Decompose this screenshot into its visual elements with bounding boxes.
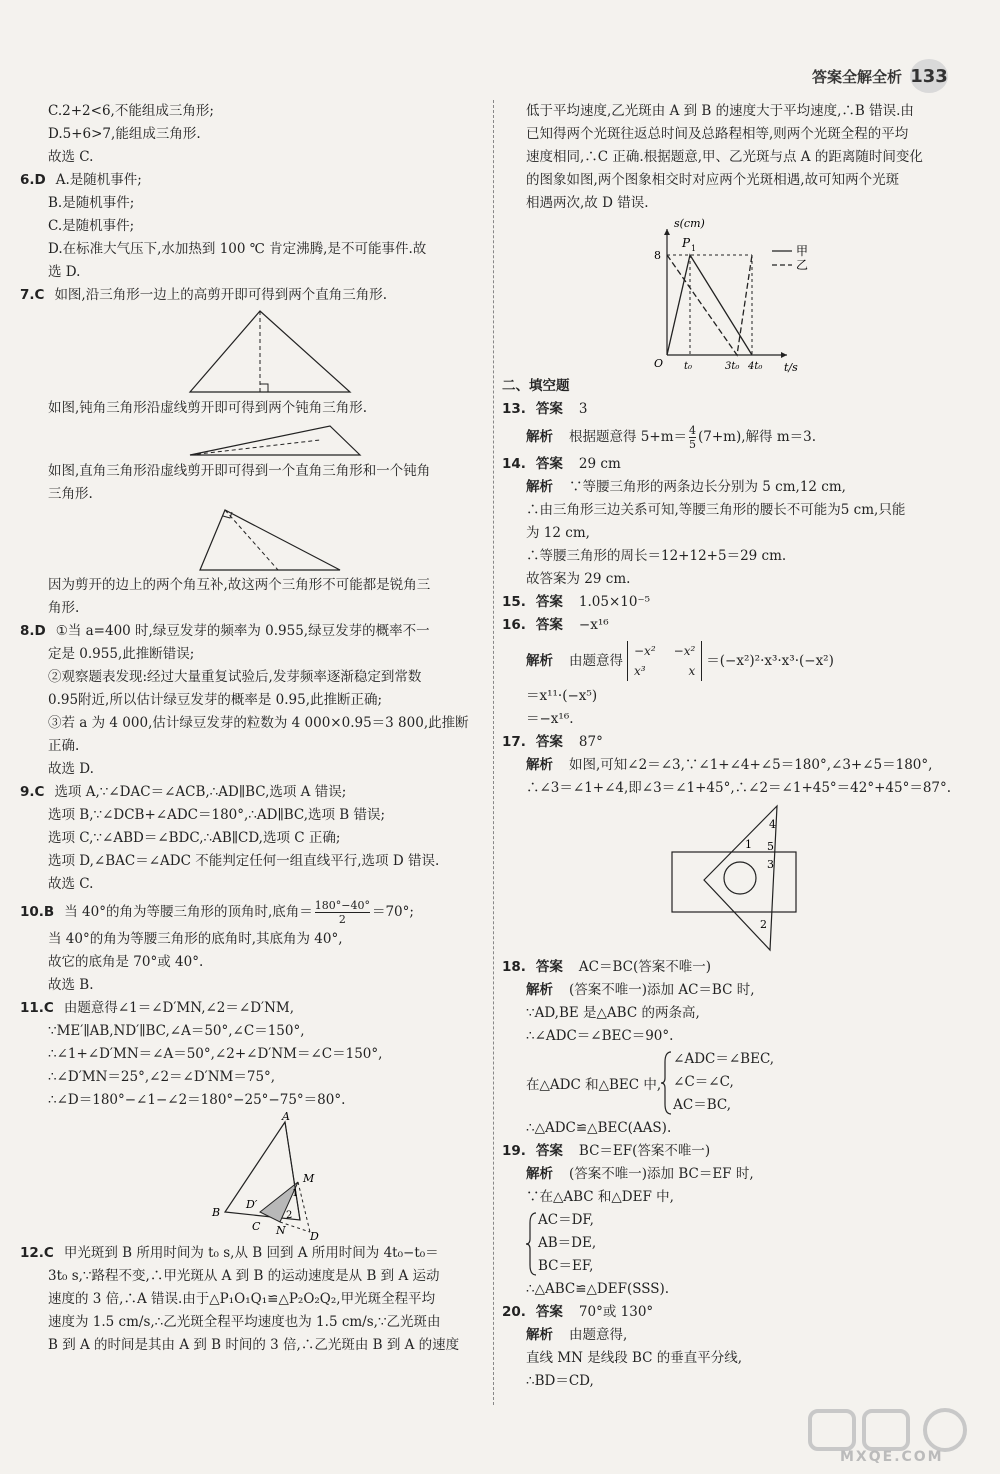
question-number: 8.D [20,623,46,639]
text-line: (答案不唯一)添加 AC＝BC 时, [569,982,755,998]
answer-label: 答案 [535,594,563,610]
page-header [812,58,948,94]
text-line: 因为剪开的边上的两个角互补,故这两个三角形不可能都是锐角三 [48,577,431,593]
text-line: ∴∠D′MN＝25°,∠2＝∠D′NM＝75°, [48,1069,276,1085]
fraction-denominator: 5 [689,438,696,451]
answer-value: 70°或 130° [578,1304,654,1320]
question-number: 18. [502,959,526,975]
graph-legend-jia: 甲 [796,244,809,258]
det-cell: x³ [634,664,646,678]
text-line: 低于平均速度,乙光斑由 A 到 B 的速度大于平均速度,∴B 错误.由 [526,103,914,119]
system-lines [538,1209,596,1278]
text-line: 如图,直角三角形沿虚线剪开即可得到一个直角三角形和一个钝角 [48,463,431,479]
angle-label-5: 5 [767,840,774,853]
text-line: 如图,钝角三角形沿虚线剪开即可得到两个钝角三角形. [48,400,368,416]
question-number: 7.C [20,287,45,303]
answer-label: 答案 [535,456,563,472]
text-line: (7+m),解得 m＝3. [698,429,816,445]
header-title: 答案全解全析 [811,67,902,86]
question-number: 16. [502,617,526,633]
text-line: 速度相同,∴C 正确.根据题意,甲、乙光斑与点 A 的距离随时间变化 [526,149,923,165]
question-number: 19. [502,1143,526,1159]
text-line: B 到 A 的时间是其由 A 到 B 时间的 3 倍,∴乙光斑由 B 到 A 的速度 [48,1337,460,1353]
question-number: 11.C [20,1000,54,1016]
text-line: 角形. [48,600,80,616]
answer-label: 答案 [535,1304,563,1320]
figure-distance-time-graph [502,215,962,375]
text-line: B.是随机事件; [48,195,135,211]
text-line: 由题意得, [569,1327,628,1343]
graph-legend-yi: 乙 [796,258,809,272]
label-C: C [252,1220,261,1233]
answer-label: 答案 [535,617,563,633]
text-line: ∠C＝∠C, [673,1074,734,1090]
text-line: 的图象如图,两个图象相交时对应两个光斑相遇,故可知两个光斑 [526,172,900,188]
answer-label: 答案 [535,1143,563,1159]
text-line: 如图,可知∠2＝∠3,∵∠1+∠4+∠5＝180°,∠3+∠5＝180°, [569,757,933,773]
text-line: ∴△ADC≌△BEC(AAS). [526,1120,672,1136]
solution-label: 解析 [526,1327,553,1343]
text-line: (答案不唯一)添加 BC＝EF 时, [569,1166,754,1182]
label-B: B [212,1206,221,1219]
text-line: ＝(−x²)²·x³·x³·(−x²) [706,652,834,669]
solution-label: 解析 [526,479,553,495]
answer-value: 3 [578,401,588,417]
text-line: ∵等腰三角形的两条边长分别为 5 cm,12 cm, [569,479,846,495]
right-column [502,100,962,1393]
text-line: ∠ADC＝∠BEC, [673,1051,775,1067]
system-lines [673,1048,774,1117]
fraction-numerator: 180°−40° [314,899,370,912]
figure-folded-triangle [20,1112,480,1242]
text-line: 选项 A,∵∠DAC＝∠ACB,∴AD∥BC,选项 A 错误; [54,784,347,800]
question-number: 10.B [20,904,55,920]
text-line: ＝70°; [371,904,414,920]
det-cell: x [688,664,696,678]
text-line: 当 40°的角为等腰三角形的底角时,其底角为 40°, [48,931,343,947]
text-line: ＝−x¹⁶. [526,711,574,727]
angle-label-4: 4 [769,818,776,831]
text-line: ∵在△ABC 和△DEF 中, [526,1189,674,1205]
graph-y-label: s(cm) [674,217,705,230]
graph-x-tick-t0: t₀ [684,361,693,372]
label-N: N [276,1224,286,1237]
label-D: D [310,1230,319,1242]
question-number: 12.C [20,1245,54,1261]
fraction [689,424,696,451]
answer-value: 1.05×10⁻⁵ [578,594,651,610]
text-line: 正确. [48,738,80,754]
text-line: ∴∠1+∠D′MN＝∠A＝50°,∠2+∠D′NM＝∠C＝150°, [48,1046,383,1062]
text-line: 选项 D,∠BAC＝∠ADC 不能判定任何一组直线平行,选项 D 错误. [48,853,440,869]
brace-icon [661,1050,673,1116]
angle-label-1: 1 [745,838,752,851]
left-column [20,100,480,1357]
fraction-numerator: 4 [689,424,696,437]
answer-value: 87° [578,734,603,750]
text-line: ＝x¹¹·(−x⁵) [526,688,598,704]
figure-triangle-altitude [20,307,480,397]
text-line: AB＝DE, [538,1235,597,1251]
text-line: ∵ME′∥AB,ND′∥BC,∠A＝50°,∠C＝150°, [48,1023,305,1039]
graph-point-p1-subscript: 1 [691,244,697,253]
question-number: 9.C [20,784,45,800]
text-line: 速度的 3 倍,∴A 错误.由于△P₁O₁Q₁≌△P₂O₂Q₂,甲光斑全程平均 [48,1291,436,1307]
solution-label: 解析 [526,1166,553,1182]
fraction-denominator: 2 [315,912,370,926]
equation-system [502,1209,962,1278]
text-line: AC＝DF, [538,1212,594,1228]
text-line: ③若 a 为 4 000,估计绿豆发芽的粒数为 4 000×0.95＝3 800,此推断 [48,715,469,731]
answer-value: AC＝BC(答案不唯一) [578,959,712,975]
text-line: 为 12 cm, [526,525,590,541]
text-line: 选项 B,∵∠DCB+∠ADC＝180°,∴AD∥BC,选项 B 错误; [48,807,386,823]
text-line: 故选 C. [48,149,94,165]
det-cell: −x² [634,644,656,658]
figure-obtuse-triangle [20,420,480,460]
question-number: 15. [502,594,526,610]
solution-label: 解析 [526,757,553,773]
question-number: 17. [502,734,526,750]
label-angle-2: 2 [286,1210,293,1221]
text-line: D.在标准大气压下,水加热到 100 ℃ 肯定沸腾,是不可能事件.故 [48,241,427,257]
text-line: 定是 0.955,此推断错误; [48,646,195,662]
answer-value: −x¹⁶ [578,617,609,633]
text-line: BC＝EF, [538,1258,594,1274]
text-line: ∴∠3＝∠1+∠4,即∠3＝∠1+45°,∴∠2＝∠1+45°＝42°+45°＝87°. [526,780,952,796]
label-Dprime: D′ [246,1198,258,1211]
angle-label-3: 3 [767,858,774,871]
text-line: 根据题意得 5+m＝ [569,429,687,445]
det-cell: −x² [673,644,696,658]
text-line: ∴∠D＝180°−∠1−∠2＝180°−25°−75°＝80°. [48,1092,346,1108]
text-line: C.是随机事件; [48,218,135,234]
solution-label: 解析 [526,982,553,998]
text-line: ∴等腰三角形的周长＝12+12+5＝29 cm. [526,548,787,564]
text-line: 如图,沿三角形一边上的高剪开即可得到两个直角三角形. [54,287,388,303]
question-number: 6.D [20,172,46,188]
equation-system [502,1048,962,1117]
text-line: 速度为 1.5 cm/s,∴乙光斑全程平均速度也为 1.5 cm/s,∵乙光斑由 [48,1314,441,1330]
graph-y-tick-8: 8 [654,249,661,262]
label-A: A [282,1112,290,1123]
text-line: 故选 D. [48,761,94,777]
solution-label: 解析 [526,652,553,669]
section-heading: 二、填空题 [502,378,570,394]
text-line: A.是随机事件; [55,172,142,188]
text-line: 直线 MN 是线段 BC 的垂直平分线, [526,1350,743,1366]
determinant [627,641,702,681]
text-line: 已知得两个光斑往返总时间及总路程相等,则两个光斑全程的平均 [526,126,909,142]
text-line: ∴BD＝CD, [526,1373,594,1389]
text-line: 当 40°的角为等腰三角形的顶角时,底角＝ [64,904,313,920]
answer-value: BC＝EF(答案不唯一) [578,1143,711,1159]
text-line: 故答案为 29 cm. [526,571,631,587]
label-angle-1: 1 [292,1188,299,1199]
angle-label-2: 2 [760,918,767,931]
graph-x-tick-4t0: 4t₀ [748,361,763,372]
watermark-text: MXQE.COM [840,1449,944,1465]
graph-x-tick-3t0: 3t₀ [725,361,740,372]
text-line: D.5+6>7,能组成三角形. [48,126,201,142]
answer-value: 29 cm [578,456,621,472]
text-line: ∴∠ADC＝∠BEC＝90°. [526,1028,674,1044]
label-M: M [303,1172,315,1185]
text-line: ∵AD,BE 是△ABC 的两条高, [526,1005,700,1021]
text-line: ①当 a=400 时,绿豆发芽的频率为 0.955,绿豆发芽的概率不一 [55,623,430,639]
solution-label: 解析 [526,429,553,445]
graph-origin: O [654,357,664,370]
text-line: ∴△ABC≌△DEF(SSS). [526,1281,670,1297]
graph-point-p1: P [682,236,691,250]
page-number: 133 [910,59,948,93]
text-line: 由题意得∠1＝∠D′MN,∠2＝∠D′NM, [63,1000,295,1016]
brace-icon [526,1211,538,1277]
text-line: 三角形. [48,486,93,502]
text-line: 选项 C,∵∠ABD＝∠BDC,∴AB∥CD,选项 C 正确; [48,830,341,846]
text-line: ∴由三角形三边关系可知,等腰三角形的腰长不可能为5 cm,只能 [526,502,906,518]
text-line: 在△ADC 和△BEC 中, [526,1076,662,1093]
text-line: 3t₀ s,∵路程不变,∴甲光斑从 A 到 B 的运动速度是从 B 到 A 运动 [48,1268,440,1284]
text-line: 故选 C. [48,876,94,892]
text-line: 选 D. [48,264,81,280]
text-line: 故它的底角是 70°或 40°. [48,954,204,970]
text-line: 0.95附近,所以估计绿豆发芽的概率是 0.95,此推断正确; [48,692,383,708]
question-number: 14. [502,456,526,472]
question-number: 20. [502,1304,526,1320]
text-line: C.2+2<6,不能组成三角形; [48,103,214,119]
graph-x-label: t/s [784,361,798,374]
fraction [315,899,370,926]
answer-label: 答案 [535,959,563,975]
figure-right-triangle [20,506,480,574]
column-divider [493,100,494,1405]
answer-label: 答案 [535,734,563,750]
question-number: 13. [502,401,526,417]
text-line: 故选 B. [48,977,94,993]
figure-triangle-ruler [502,800,962,956]
text-line: 甲光斑到 B 所用时间为 t₀ s,从 B 回到 A 所用时间为 4t₀−t₀＝ [63,1245,439,1261]
text-line: AC＝BC, [673,1097,732,1113]
text-line: ②观察题表发现:经过大量重复试验后,发芽频率逐渐稳定到常数 [48,669,422,685]
text-line: 相遇两次,故 D 错误. [526,195,649,211]
text-line: 由题意得 [569,652,623,669]
answer-label: 答案 [535,401,563,417]
